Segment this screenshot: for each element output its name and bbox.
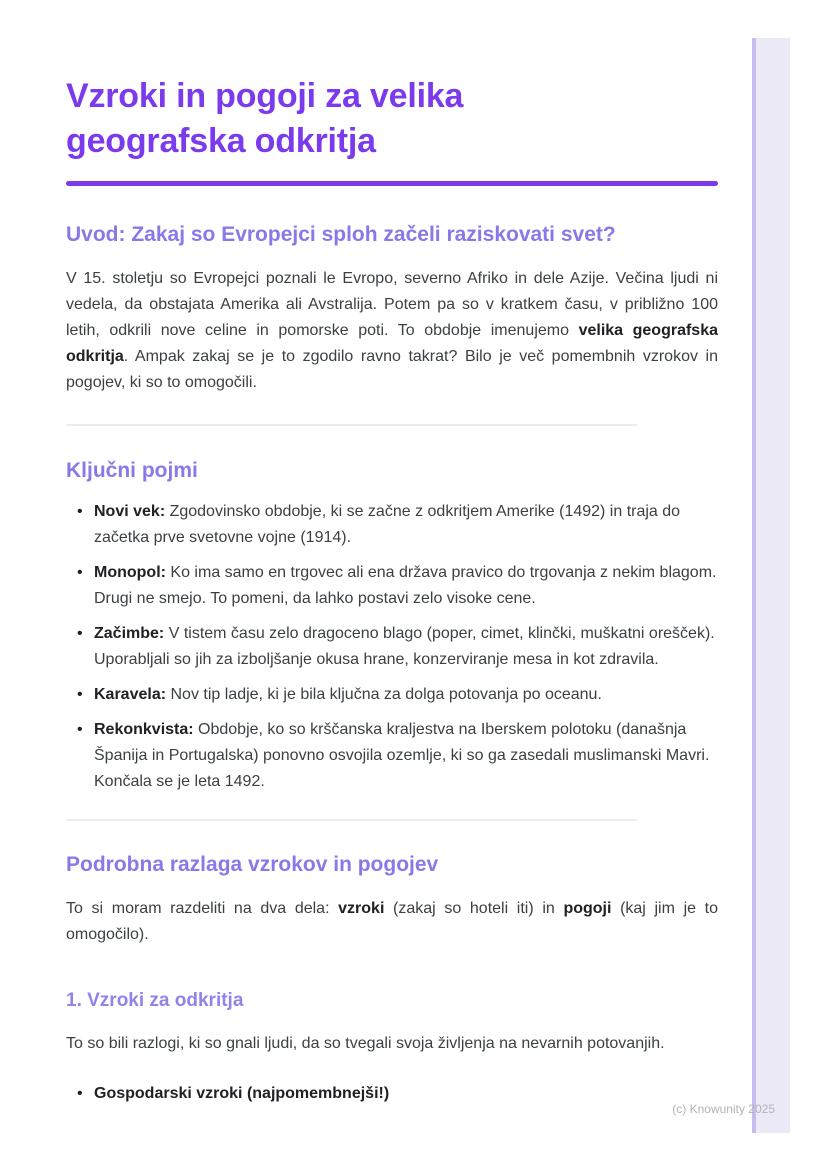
section-heading-detailed: Podrobna razlaga vzrokov in pogojev (66, 853, 439, 876)
term-definition: Ko ima samo en trgovec ali ena država pravico do trgovanja z nekim blagom. Drugi ne smejo. To pomeni, da lahko postavi zelo visoke cene. (94, 564, 717, 607)
detailed-paragraph (66, 896, 718, 948)
list-item (94, 717, 718, 795)
term-definition: Obdobje, ko so krščanska kraljestva na Iberskem polotoku (današnja Španija in Portugalska) ponovno osvojila ozemlje, ki so ga zasedali muslimanski Mavri. Končala se je leta 1492. (94, 721, 710, 790)
list-item (94, 621, 718, 673)
term-label: Rekonkvista: (94, 721, 194, 738)
section-heading-key-terms: Ključni pojmi (66, 459, 198, 482)
intro-paragraph-bold: velika geografska odkritja (66, 322, 719, 365)
term-label: Monopol: (94, 564, 166, 581)
intro-paragraph (66, 266, 718, 396)
title-rule (66, 181, 718, 186)
causes-paragraph: To so bili razlogi, ki so gnali ljudi, da so tvegali svoja življenja na nevarnih potovanjih. (66, 1035, 665, 1052)
cause-label: Gospodarski vzroki (najpomembnejši!) (94, 1085, 390, 1102)
side-stripe (752, 38, 790, 1133)
list-item (94, 499, 718, 551)
detailed-paragraph-text-3: (kaj jim je to omogočilo). (66, 900, 719, 943)
term-definition: Nov tip ladje, ki je bila ključna za dolga potovanja po oceanu. (166, 686, 602, 703)
intro-paragraph-text-2: . Ampak zakaj se je to zgodilo ravno takrat? Bilo je več pomembnih vzrokov in pogojev, ki so to omogočili. (66, 348, 718, 391)
page-title (66, 74, 718, 164)
term-definition: V tistem času zelo dragoceno blago (poper, cimet, klinčki, muškatni orešček). Uporabljali so jih za izboljšanje okusa hrane, konzerviranje mesa in kot zdravila. (94, 625, 715, 668)
detailed-paragraph-text-2: (zakaj so hoteli iti) in (384, 900, 564, 917)
section-heading-intro: Uvod: Zakaj so Evropejci sploh začeli raziskovati svet? (66, 223, 616, 246)
section-divider (66, 424, 637, 426)
term-label: Začimbe: (94, 625, 165, 642)
copyright-watermark: (c) Knowunity 2025 (672, 1102, 775, 1116)
list-item (94, 1081, 718, 1107)
list-item (94, 682, 718, 708)
detailed-paragraph-text-1: To si moram razdeliti na dva dela: (66, 900, 339, 917)
page-title-line-1: Vzroki in pogoji za velika (66, 77, 464, 115)
page-title-line-2: geografska odkritja (66, 122, 376, 160)
intro-paragraph-text-1: V 15. stoletju so Evropejci poznali le Evropo, severno Afriko in dele Azije. Večina ljudi ni vedela, da obstajata Amerika ali Avstralija. Potem pa so v kratkem času, v približno 100 letih, odkrili nove celine in pomorske poti. To obdobje imenujemo (66, 270, 718, 339)
detailed-paragraph-bold-1: vzroki (338, 900, 385, 917)
subsection-heading-causes: 1. Vzroki za odkritja (66, 990, 244, 1011)
causes-list (66, 1081, 718, 1107)
term-label: Novi vek: (94, 503, 166, 520)
section-divider (66, 819, 637, 821)
term-label: Karavela: (94, 686, 167, 703)
detailed-paragraph-bold-2: pogoji (563, 900, 612, 917)
document-page (66, 0, 718, 1116)
key-terms-list (66, 499, 718, 795)
list-item (94, 560, 718, 612)
term-definition: Zgodovinsko obdobje, ki se začne z odkritjem Amerike (1492) in traja do začetka prve svetovne vojne (1914). (94, 503, 681, 546)
